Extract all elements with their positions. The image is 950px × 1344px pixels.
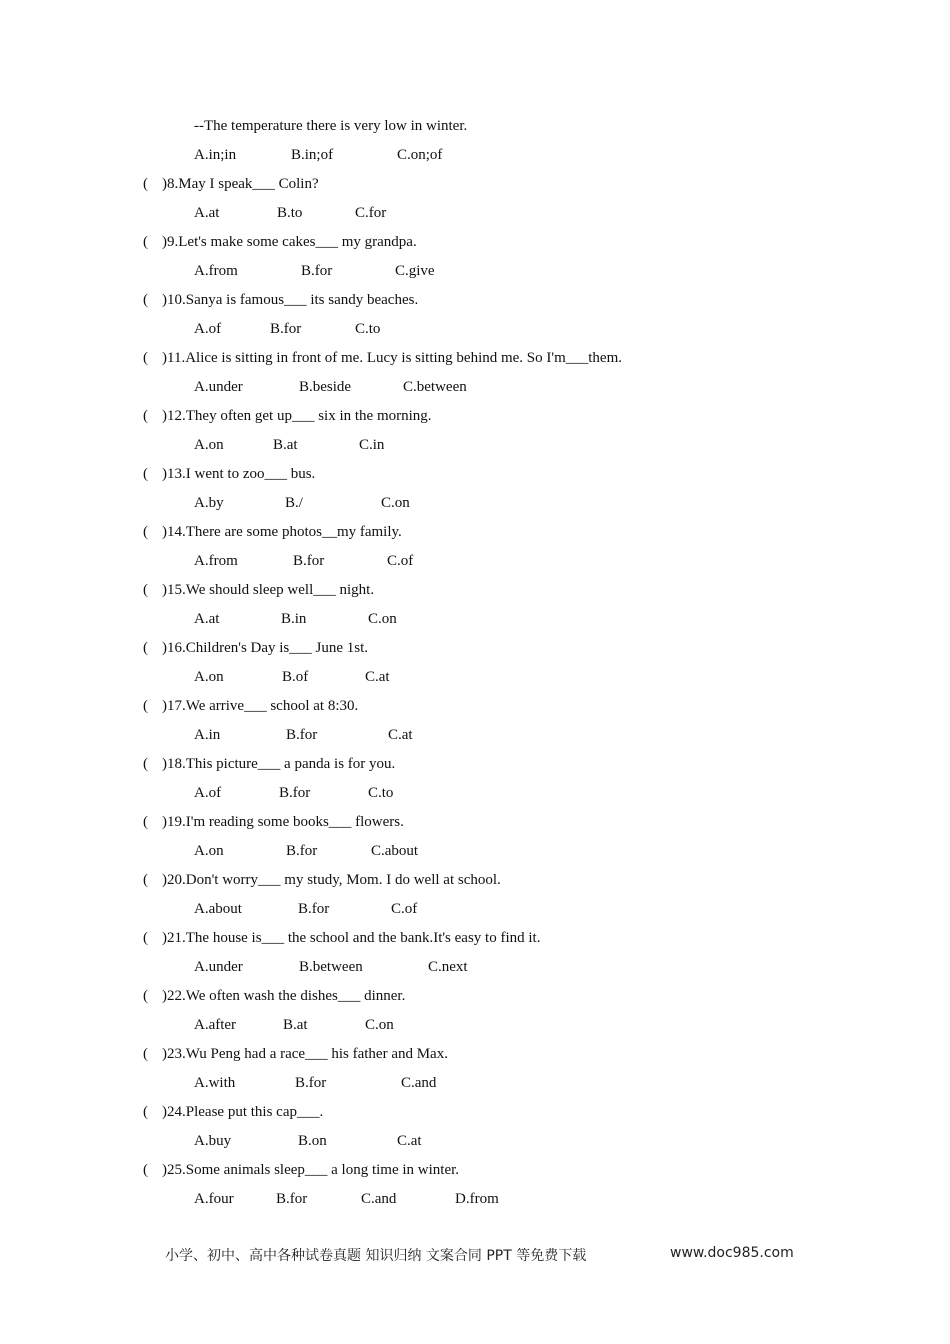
answer-option: B.for [298,901,330,917]
answer-option: C.and [401,1075,437,1091]
question-text: )17.We arrive___ school at 8:30. [162,698,359,714]
answer-option: C.next [428,959,468,975]
answer-blank-paren[interactable]: ( [143,176,148,192]
answer-option: A.on [194,843,224,859]
answer-option: A.after [194,1017,237,1033]
intro-line: --The temperature there is very low in winter. [194,118,468,134]
question-text: )19.I'm reading some books___ flowers. [162,814,404,830]
footer-text: 小学、初中、高中各种试卷真题 知识归纳 文案合同 PPT 等免费下载 [165,1248,587,1264]
answer-blank-paren[interactable]: ( [143,292,148,308]
answer-option: C.to [368,785,394,801]
answer-option: B.to [277,205,303,221]
answer-option: B.beside [299,379,352,395]
answer-option: C.of [387,553,414,569]
answer-option: C.on [368,611,397,627]
question-text: )15.We should sleep well___ night. [162,582,375,598]
answer-option: C.on;of [397,147,443,163]
answer-option: B.of [282,669,309,685]
question-text: )8.May I speak___ Colin? [162,176,319,192]
answer-option: B.in [281,611,307,627]
answer-option: B.for [301,263,333,279]
answer-option: C.at [388,727,413,743]
answer-option: A.at [194,611,220,627]
answer-option: C.to [355,321,381,337]
answer-blank-paren[interactable]: ( [143,1046,148,1062]
answer-blank-paren[interactable]: ( [143,582,148,598]
question-text: )22.We often wash the dishes___ dinner. [162,988,406,1004]
answer-option: A.in;in [194,147,237,163]
question-text: )16.Children's Day is___ June 1st. [162,640,369,656]
answer-option: B./ [285,495,303,511]
question-text: )25.Some animals sleep___ a long time in winter. [162,1162,460,1178]
answer-option: A.from [194,553,238,569]
footer [165,1245,794,1265]
answer-option: A.four [194,1191,234,1207]
answer-option: C.on [365,1017,394,1033]
answer-option: B.for [270,321,302,337]
answer-option: B.for [286,727,318,743]
question-text: )11.Alice is sitting in front of me. Lucy is sitting behind me. So I'm___them. [162,350,623,366]
answer-option: B.in;of [291,147,334,163]
answer-blank-paren[interactable]: ( [143,524,148,540]
answer-option: A.of [194,785,222,801]
question-text: )23.Wu Peng had a race___ his father and Max. [162,1046,448,1062]
answer-option: C.of [391,901,418,917]
answer-blank-paren[interactable]: ( [143,408,148,424]
answer-blank-paren[interactable]: ( [143,234,148,250]
question-text: )20.Don't worry___ my study, Mom. I do well at school. [162,872,501,888]
answer-option: A.from [194,263,238,279]
answer-option: B.for [293,553,325,569]
answer-option: C.at [397,1133,422,1149]
answer-option: B.at [273,437,298,453]
answer-option: B.for [295,1075,327,1091]
answer-option: C.give [395,263,435,279]
answer-option: B.for [276,1191,308,1207]
answer-blank-paren[interactable]: ( [143,1104,148,1120]
answer-option: A.under [194,959,243,975]
answer-option: A.on [194,437,224,453]
answer-blank-paren[interactable]: ( [143,466,148,482]
answer-blank-paren[interactable]: ( [143,930,148,946]
answer-option: A.about [194,901,242,917]
answer-option: A.buy [194,1133,232,1149]
answer-option: A.under [194,379,243,395]
answer-blank-paren[interactable]: ( [143,814,148,830]
answer-option: C.about [371,843,419,859]
answer-option: C.for [355,205,387,221]
question-text: )24.Please put this cap___. [162,1104,324,1120]
answer-blank-paren[interactable]: ( [143,698,148,714]
answer-option: B.for [279,785,311,801]
footer-url[interactable]: www.doc985.com [670,1245,794,1261]
answer-option: B.for [286,843,318,859]
question-text: )18.This picture___ a panda is for you. [162,756,396,772]
question-text: )10.Sanya is famous___ its sandy beaches. [162,292,419,308]
question-text: )21.The house is___ the school and the bank.It's easy to find it. [162,930,541,946]
answer-blank-paren[interactable]: ( [143,1162,148,1178]
answer-option: C.at [365,669,390,685]
answer-blank-paren[interactable]: ( [143,756,148,772]
answer-blank-paren[interactable]: ( [143,350,148,366]
answer-option: D.from [455,1191,499,1207]
answer-option: C.on [381,495,410,511]
question-text: )14.There are some photos__my family. [162,524,402,540]
answer-option: B.between [299,959,363,975]
answer-option: C.and [361,1191,397,1207]
question-text: )12.They often get up___ six in the morning. [162,408,432,424]
answer-option: A.of [194,321,222,337]
answer-blank-paren[interactable]: ( [143,640,148,656]
answer-option: C.in [359,437,385,453]
question-text: )13.I went to zoo___ bus. [162,466,316,482]
answer-option: A.on [194,669,224,685]
question-text: )9.Let's make some cakes___ my grandpa. [162,234,417,250]
answer-option: B.at [283,1017,308,1033]
answer-option: A.with [194,1075,236,1091]
answer-blank-paren[interactable]: ( [143,988,148,1004]
answer-option: A.at [194,205,220,221]
answer-option: A.in [194,727,221,743]
answer-option: A.by [194,495,224,511]
answer-option: C.between [403,379,467,395]
answer-blank-paren[interactable]: ( [143,872,148,888]
answer-option: B.on [298,1133,327,1149]
